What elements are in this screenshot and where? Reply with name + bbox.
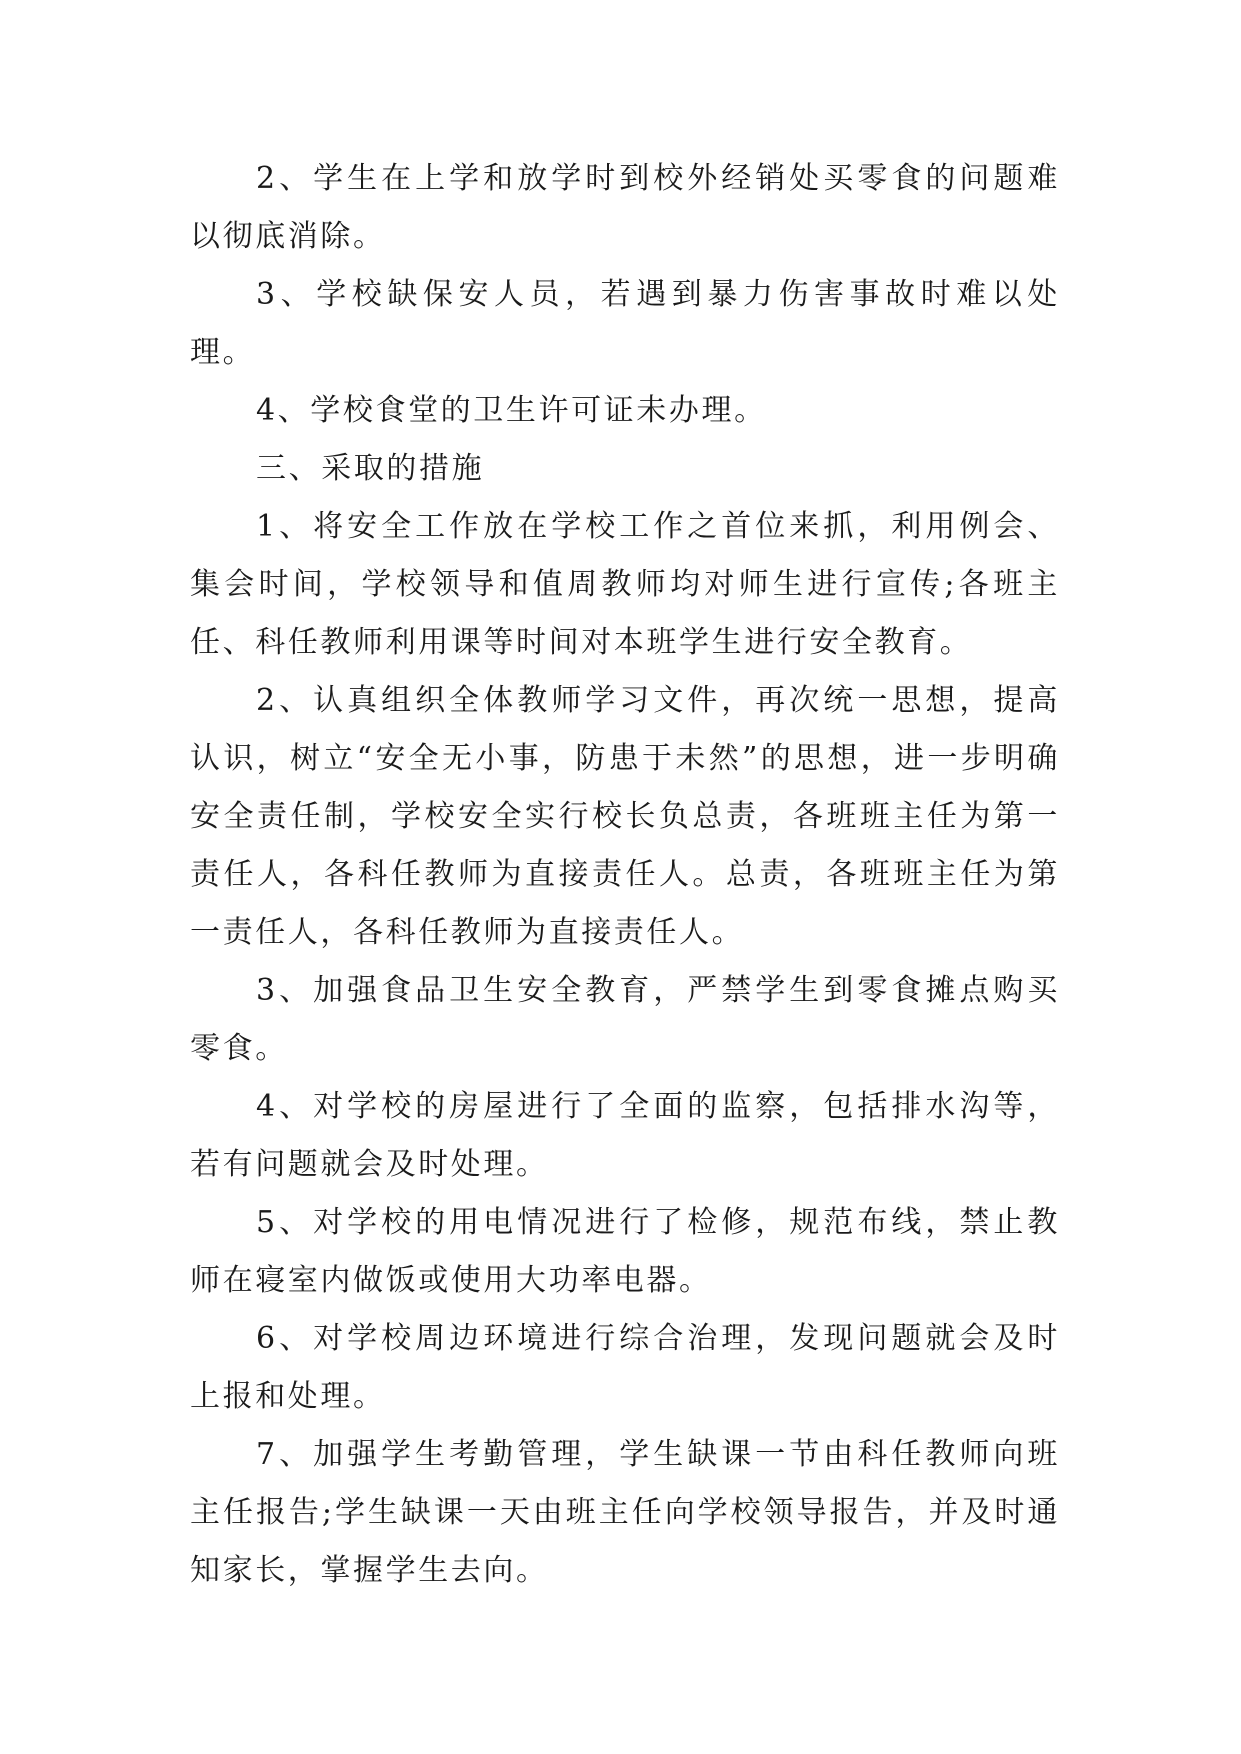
paragraph-measure-7: 7、加强学生考勤管理，学生缺课一节由科任教师向班主任报告;学生缺课一天由班主任向学校领导报告，并及时通知家长，掌握学生去向。 — [190, 1437, 1060, 1588]
paragraph-measure-2: 2、认真组织全体教师学习文件，再次统一思想，提高认识，树立“安全无小事，防患于未然”的思想，进一步明确安全责任制，学校安全实行校长负总责，各班班主任为第一责任人，各科任教师为直接责任人。总责，各班班主任为第一责任人，各科任教师为直接责任人。 — [190, 683, 1060, 950]
document-body — [190, 150, 1060, 1600]
section-heading-measures: 三、采取的措施 — [256, 451, 485, 486]
paragraph-measure-3: 3、加强食品卫生安全教育，严禁学生到零食摊点购买零食。 — [190, 973, 1060, 1066]
paragraph-measure-4: 4、对学校的房屋进行了全面的监察，包括排水沟等，若有问题就会及时处理。 — [190, 1089, 1060, 1182]
paragraph-measure-5: 5、对学校的用电情况进行了检修，规范布线，禁止教师在寝室内做饭或使用大功率电器。 — [190, 1205, 1060, 1298]
paragraph-item-2-snacks: 2、学生在上学和放学时到校外经销处买零食的问题难以彻底消除。 — [190, 161, 1060, 254]
paragraph-measure-6: 6、对学校周边环境进行综合治理，发现问题就会及时上报和处理。 — [190, 1321, 1060, 1414]
paragraph-item-3-security-staff: 3、学校缺保安人员，若遇到暴力伤害事故时难以处理。 — [190, 277, 1060, 370]
paragraph-item-4-canteen-license: 4、学校食堂的卫生许可证未办理。 — [256, 393, 767, 428]
paragraph-measure-1: 1、将安全工作放在学校工作之首位来抓，利用例会、集会时间，学校领导和值周教师均对师生进行宣传;各班主任、科任教师利用课等时间对本班学生进行安全教育。 — [190, 509, 1060, 660]
